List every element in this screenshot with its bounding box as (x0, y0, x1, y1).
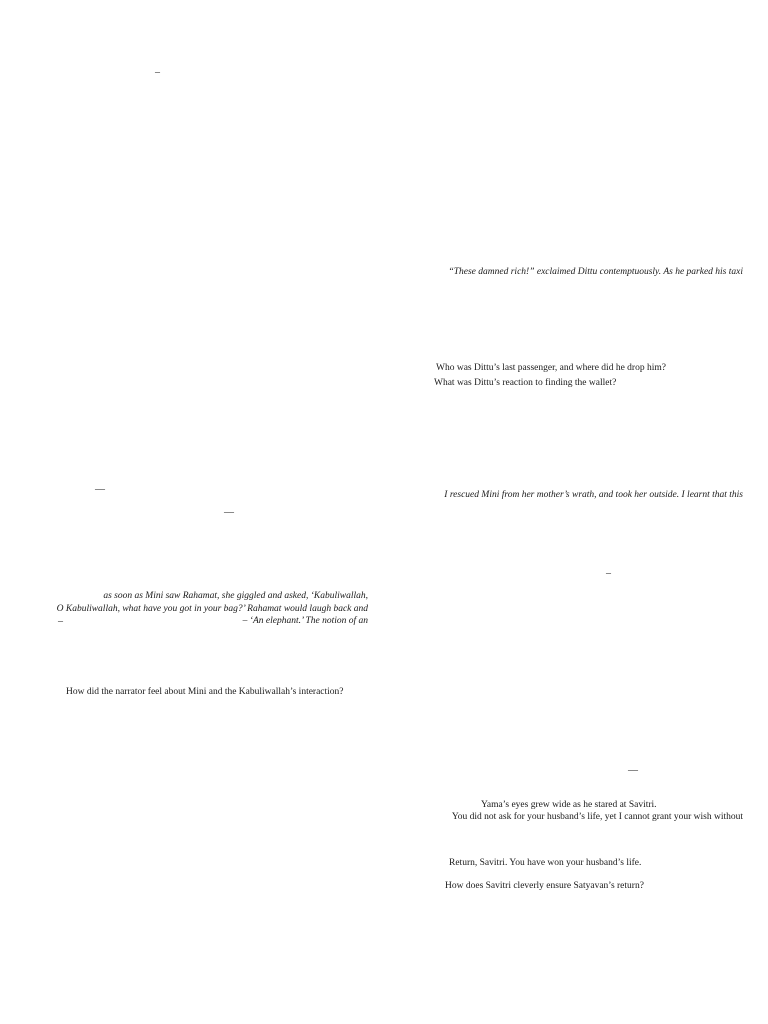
story-excerpt-line: as soon as Mini saw Rahamat, she giggled and asked, ‘Kabuliwallah, (103, 591, 368, 601)
dash-mark: — (628, 765, 638, 776)
question-text: Who was Dittu’s last passenger, and where did he drop him? (436, 363, 666, 373)
story-excerpt-line: “These damned rich!” exclaimed Dittu contemptuously. As he parked his taxi (448, 267, 743, 277)
question-text: How does Savitri cleverly ensure Satyavan’s return? (445, 881, 644, 891)
dash-mark: – (58, 616, 63, 627)
dash-mark: – (606, 568, 611, 579)
dash-mark: – (155, 67, 160, 78)
story-excerpt-line: I rescued Mini from her mother’s wrath, and took her outside. I learnt that this (444, 490, 743, 500)
dash-mark: — (95, 484, 105, 495)
story-excerpt-line: O Kabuliwallah, what have you got in your bag?’ Rahamat would laugh back and (56, 604, 368, 614)
story-excerpt-line: Yama’s eyes grew wide as he stared at Savitri. (481, 800, 657, 810)
story-excerpt-line: Return, Savitri. You have won your husband’s life. (449, 858, 642, 868)
dash-mark: — (224, 507, 234, 518)
question-text: How did the narrator feel about Mini and the Kabuliwallah’s interaction? (66, 687, 344, 697)
story-excerpt-line: You did not ask for your husband’s life, yet I cannot grant your wish without (451, 812, 743, 822)
story-excerpt-line: – ‘An elephant.’ The notion of an (242, 616, 368, 626)
question-text: What was Dittu’s reaction to finding the wallet? (434, 378, 617, 388)
